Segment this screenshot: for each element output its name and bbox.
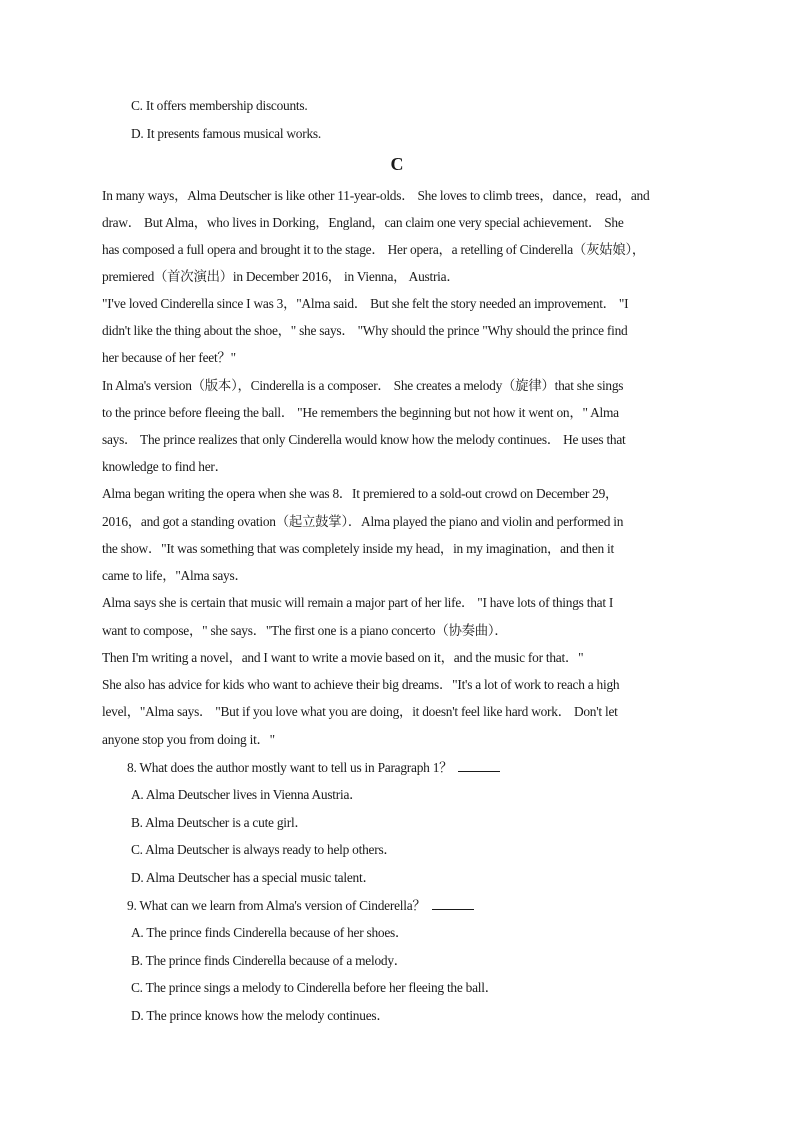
passage-line: has composed a full opera and brought it to the stage． Her opera，a retelling of Cinderella（灰姑娘）， — [102, 242, 646, 257]
prev-option-c: C. It offers membership discounts. — [131, 98, 308, 113]
question-9-stem: 9. What can we learn from Alma's version of Cinderella？ — [127, 898, 426, 913]
question-9-option-b: B. The prince finds Cinderella because of a melody． — [131, 953, 407, 968]
section-title: C — [390, 154, 404, 174]
question-8 — [127, 759, 500, 777]
question-8-stem: 8. What does the author mostly want to tell us in Paragraph 1？ — [127, 760, 453, 775]
prev-option-d: D. It presents famous musical works. — [131, 126, 321, 141]
question-9 — [127, 897, 474, 915]
question-8-option-c: C. Alma Deutscher is always ready to help others． — [131, 842, 397, 857]
passage-line: anyone stop you from doing it．" — [102, 732, 275, 747]
passage-line: In many ways，Alma Deutscher is like other 11-year-olds． She loves to climb trees，dance，read，and — [102, 188, 650, 203]
passage-line: "I've loved Cinderella since I was 3，"Alma said． But she felt the story needed an improvement． "I — [102, 296, 629, 311]
passage-line: Alma began writing the opera when she was 8．It premiered to a sold-out crowd on December 29， — [102, 486, 619, 501]
passage-line: In Alma's version（版本），Cinderella is a composer． She creates a melody（旋律）that she sings — [102, 378, 624, 393]
passage-line: Alma says she is certain that music will remain a major part of her life． "I have lots of things that I — [102, 595, 614, 610]
question-8-option-b: B. Alma Deutscher is a cute girl． — [131, 815, 308, 830]
answer-blank[interactable] — [458, 759, 500, 772]
question-9-option-a: A. The prince finds Cinderella because of her shoes． — [131, 925, 409, 940]
question-9-option-d: D. The prince knows how the melody continues． — [131, 1008, 390, 1023]
passage-line: Then I'm writing a novel，and I want to write a movie based on it，and the music for that．" — [102, 650, 584, 665]
passage-line: the show．"It was something that was completely inside my head，in my imagination，and then it — [102, 541, 614, 556]
answer-blank[interactable] — [432, 897, 474, 910]
passage-line: level，"Alma says． "But if you love what you are doing，it doesn't feel like hard work． Don't let — [102, 704, 618, 719]
question-8-option-a: A. Alma Deutscher lives in Vienna Austria． — [131, 787, 363, 802]
passage-line: came to life，"Alma says． — [102, 568, 248, 583]
passage-line: says． The prince realizes that only Cinderella would know how the melody continues． He uses that — [102, 432, 626, 447]
question-8-option-d: D. Alma Deutscher has a special music talent． — [131, 870, 376, 885]
question-9-option-c: C. The prince sings a melody to Cinderella before her fleeing the ball． — [131, 980, 498, 995]
passage-line: knowledge to find her． — [102, 459, 228, 474]
passage-line: She also has advice for kids who want to achieve their big dreams．"It's a lot of work to reach a high — [102, 677, 620, 692]
passage-line: her because of her feet？" — [102, 350, 236, 365]
passage-line: want to compose，" she says．"The first one is a piano concerto（协奏曲）． — [102, 623, 508, 638]
passage-line: draw． But Alma，who lives in Dorking，England，can claim one very special achievement． She — [102, 215, 624, 230]
passage-line: to the prince before fleeing the ball． "He remembers the beginning but not how it went on，" Alma — [102, 405, 619, 420]
passage-line: premiered（首次演出）in December 2016， in Vienna， Austria． — [102, 269, 460, 284]
passage-line: 2016，and got a standing ovation（起立鼓掌）．Alma played the piano and violin and performed in — [102, 514, 624, 529]
passage-line: didn't like the thing about the shoe，" she says． "Why should the prince "Why should the prince find — [102, 323, 628, 338]
